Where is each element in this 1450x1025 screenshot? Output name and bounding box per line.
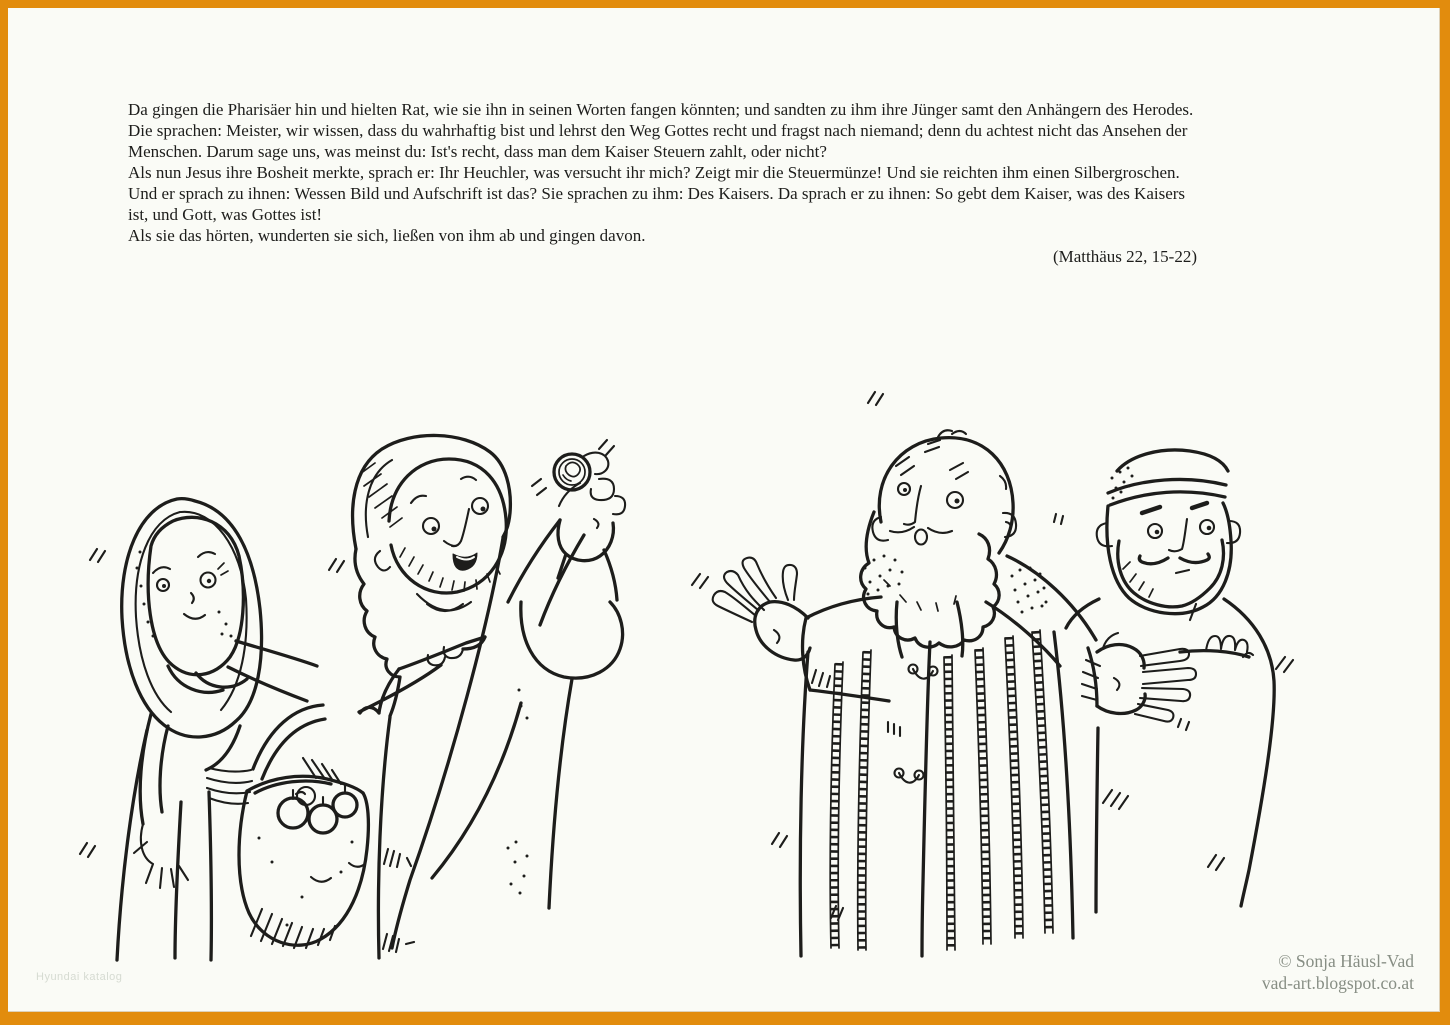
scripture-text bbox=[128, 99, 1328, 246]
scripture-line: Und er sprach zu ihnen: Wessen Bild und Aufschrift ist das? Sie sprachen zu ihm: Des Kaisers. Da sprach er zu ihnen: So gebt dem Kaiser, was des Kaisers bbox=[128, 184, 1186, 203]
watermark-text: Hyundai katalog bbox=[36, 971, 123, 983]
artist-credit bbox=[1262, 950, 1414, 994]
scripture-citation: (Matthäus 22, 15-22) bbox=[1052, 247, 1197, 266]
scripture-line: Als sie das hörten, wunderten sie sich, ließen von ihm ab und gingen davon. bbox=[128, 226, 646, 245]
scripture-line: Menschen. Darum sage uns, was meinst du: Ist's recht, dass man dem Kaiser Steuern zahlt, oder nicht? bbox=[128, 142, 827, 161]
scripture-line: Die sprachen: Meister, wir wissen, dass du wahrhaftig bist und lehrst den Weg Gottes recht und fragst nach niemand; denn du achtest nicht das Ansehen der bbox=[128, 121, 1188, 140]
scripture-line: Als nun Jesus ihre Bosheit merkte, sprach er: Ihr Heuchler, was versucht ihr mich? Zeigt mir die Steuermünze! Und sie reichten ihm einen Silbergroschen. bbox=[128, 163, 1180, 182]
credit-website: vad-art.blogspot.co.at bbox=[1261, 973, 1414, 993]
citation-row bbox=[128, 246, 1328, 267]
scripture-line: Da gingen die Pharisäer hin und hielten Rat, wie sie ihn in seinen Worten fangen könnten; und sandten zu ihm ihre Jünger samt den Anhängern des Herodes. bbox=[128, 100, 1194, 119]
scripture-line: ist, und Gott, was Gottes ist! bbox=[128, 205, 323, 224]
credit-copyright: © Sonja Häusl-Vad bbox=[1278, 951, 1414, 971]
